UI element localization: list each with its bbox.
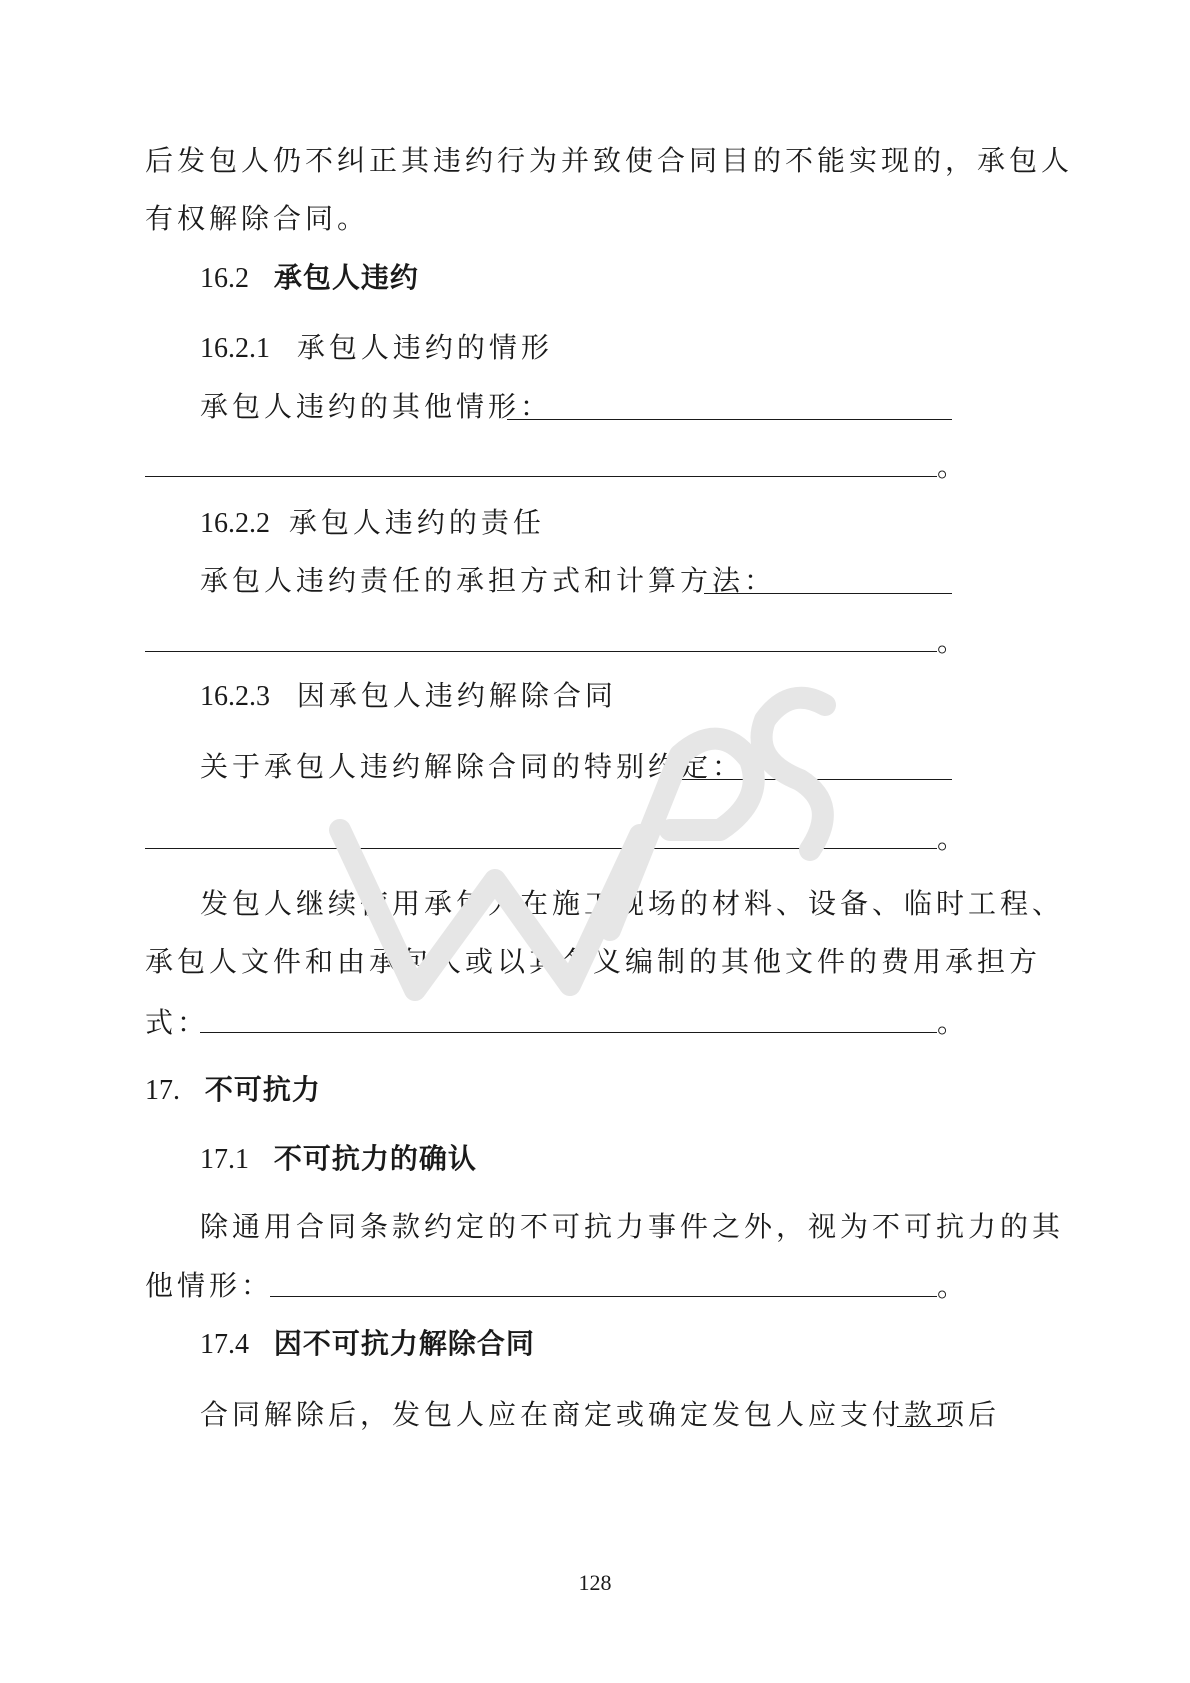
field-label: 承包人违约的其他情形： <box>200 390 553 423</box>
paragraph-line <box>145 942 1190 982</box>
blank-underline[interactable] <box>145 848 937 849</box>
section-heading-16-2-1 <box>200 328 1190 369</box>
section-title: 承包人违约 <box>273 261 419 294</box>
paragraph-line <box>200 884 1190 924</box>
period-mark: 。 <box>937 450 966 483</box>
section-number: 16.2.3 <box>200 681 270 712</box>
paragraph-line <box>145 199 1190 239</box>
page-number: 128 <box>578 1570 612 1595</box>
section-heading-17-1 <box>200 1139 1190 1180</box>
section-title: 不可抗力 <box>204 1073 321 1106</box>
section-heading-16-2-2 <box>200 503 1190 544</box>
period-mark: 。 <box>937 1006 966 1039</box>
blank-underline[interactable] <box>200 1032 937 1033</box>
blank-underline[interactable] <box>897 1426 952 1427</box>
section-title: 承包人违约的情形 <box>296 331 553 364</box>
field-label-line <box>200 747 1190 787</box>
field-label-line <box>145 1003 1190 1043</box>
text-line: 后发包人仍不纠正其违约行为并致使合同目的不能实现的，承包人 <box>145 144 1074 177</box>
field-label: 承包人违约责任的承担方式和计算方法： <box>200 564 777 597</box>
period-mark: 。 <box>937 1270 966 1303</box>
section-title: 因不可抗力解除合同 <box>273 1327 535 1360</box>
blank-underline[interactable] <box>507 419 952 420</box>
field-label-line <box>200 561 1190 601</box>
paragraph-line <box>200 1395 1190 1435</box>
paragraph-line <box>200 1207 1190 1247</box>
text-line: 发包人继续使用承包人在施工现场的材料、设备、临时工程、 <box>200 887 1065 920</box>
section-number: 16.2 <box>200 263 249 294</box>
section-heading-17 <box>145 1070 1190 1111</box>
section-heading-16-2 <box>200 258 1190 299</box>
paragraph-line <box>145 141 1190 181</box>
field-label-line <box>145 1266 1190 1306</box>
text-line: 合同解除后，发包人应在商定或确定发包人应支付款项后 <box>200 1398 1001 1431</box>
section-title: 不可抗力的确认 <box>273 1142 477 1175</box>
blank-underline[interactable] <box>270 1296 937 1297</box>
blank-underline[interactable] <box>145 651 937 652</box>
section-heading-16-2-3 <box>200 676 1190 717</box>
text-line: 有权解除合同。 <box>145 202 370 235</box>
section-number: 17.4 <box>200 1329 249 1360</box>
blank-underline[interactable] <box>704 593 952 594</box>
field-label: 他情形： <box>145 1269 274 1302</box>
section-number: 16.2.2 <box>200 508 270 539</box>
section-number: 17.1 <box>200 1144 249 1175</box>
text-line: 除通用合同条款约定的不可抗力事件之外，视为不可抗力的其 <box>200 1210 1065 1243</box>
section-number: 17. <box>145 1075 180 1106</box>
section-title: 因承包人违约解除合同 <box>296 679 617 712</box>
section-heading-17-4 <box>200 1324 1190 1365</box>
text-line: 承包人文件和由承包人或以其名义编制的其他文件的费用承担方 <box>145 945 1042 978</box>
blank-underline[interactable] <box>145 476 937 477</box>
blank-underline[interactable] <box>674 779 952 780</box>
period-mark: 。 <box>937 822 966 855</box>
period-mark: 。 <box>937 625 966 658</box>
field-label-line <box>200 387 1190 427</box>
section-title: 承包人违约的责任 <box>288 506 545 539</box>
section-number: 16.2.1 <box>200 333 270 364</box>
field-label: 关于承包人违约解除合同的特别约定： <box>200 750 745 783</box>
field-label: 式： <box>145 1006 210 1039</box>
